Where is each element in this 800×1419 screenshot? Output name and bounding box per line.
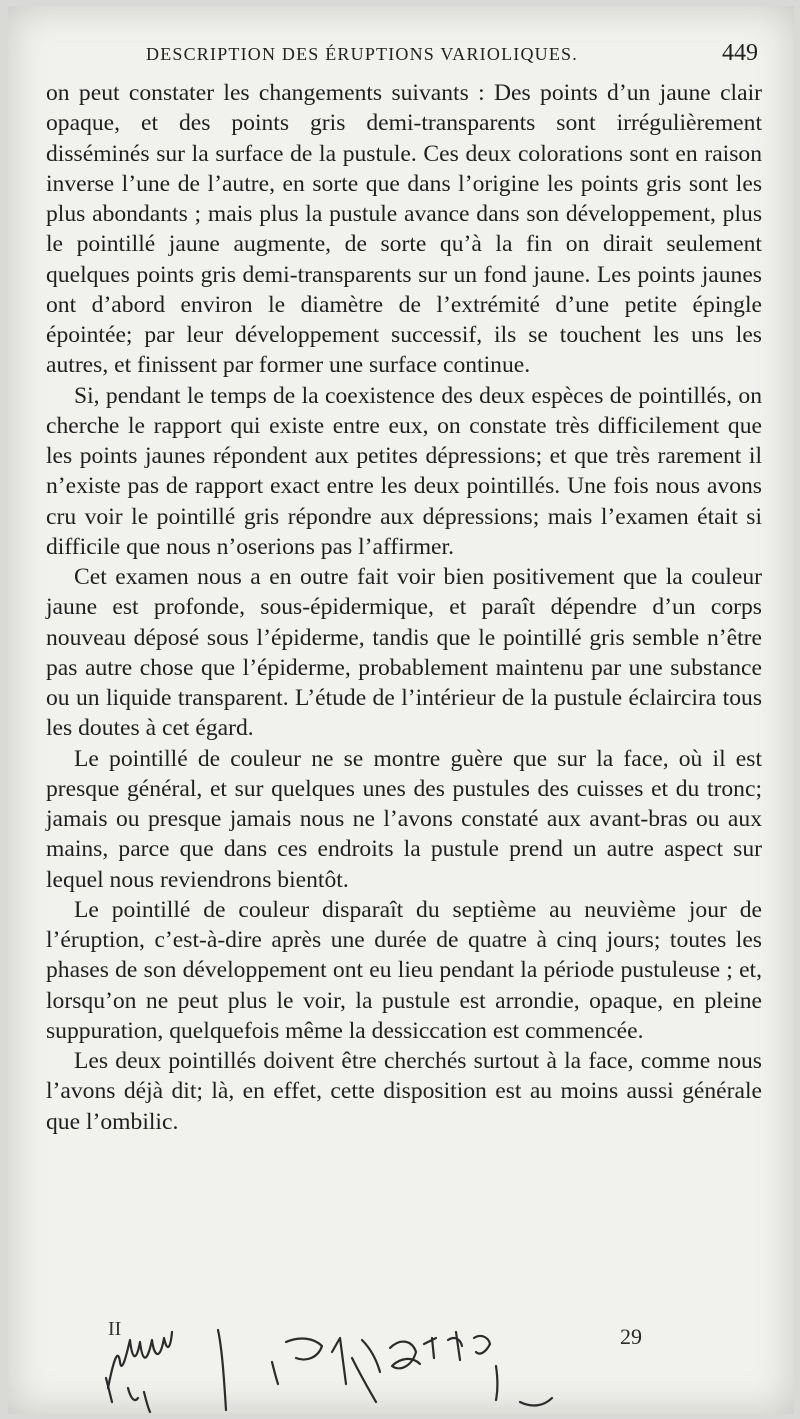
- paragraph-1: on peut constater les changements suivants : Des points d’un jaune clair opaque, et des points gris demi-transparents sont irrégulièrement disséminés sur la surface de la pustule. Ces deux colorations sont en raison inverse l’une de l’autre, en sorte que dans l’origine les points gris sont les plus abondants ; mais plus la pustule avance dans son développement, plus le pointillé jaune augmente, de sorte qu’à la fin on dirait seulement quelques points gris demi-transparents sur un fond jaune. Les points jaunes ont d’abord environ le diamètre de l’extrémité d’une petite épingle épointée; par leur développement successif, ils se touchent les uns les autres, et finissent par former une surface continue.: [46, 80, 762, 379]
- paragraph-5: Le pointillé de couleur disparaît du septième au neuvième jour de l’éruption, c’est-à-dire après une durée de quatre à cinq jours; toutes les phases de son développement ont eu lieu pendant la période pustuleuse ; et, lorsqu’on ne peut plus le voir, la pustule est arrondie, opaque, en pleine suppuration, quelquefois même la dessiccation est commencée.: [46, 896, 762, 1044]
- running-head: [146, 40, 758, 70]
- sheet-number: 29: [620, 1324, 642, 1349]
- signature-mark: II: [108, 1318, 122, 1340]
- handwritten-scribble-icon: [100, 1318, 570, 1414]
- paragraph-6: Les deux pointillés doivent être cherchés surtout à la face, comme nous l’avons déjà dit; là, en effet, cette disposition est au moins aussi générale que l’ombilic.: [46, 1048, 762, 1135]
- book-page: [8, 6, 794, 1414]
- page-number: 449: [722, 40, 758, 66]
- paragraph-3: Cet examen nous a en outre fait voir bien positivement que la couleur jaune est profonde, sous-épidermique, et paraît dépendre d’un corps nouveau déposé sous l’épiderme, tandis que le pointillé gris semble n’être pas autre chose que l’épiderme, probablement maintenu par une substance ou un liquide transparent. L’étude de l’intérieur de la pustule éclaircira tous les doutes à cet égard.: [46, 564, 762, 742]
- running-title: DESCRIPTION DES ÉRUPTIONS VARIOLIQUES.: [146, 44, 578, 64]
- paragraph-4: Le pointillé de couleur ne se montre guère que sur la face, où il est presque général, et sur quelques unes des pustules des cuisses et du tronc; jamais ou presque jamais nous ne l’avons constaté aux avant-bras ou aux mains, parce que dans ces endroits la pustule prend un autre aspect sur lequel nous reviendrons bientôt.: [46, 745, 762, 893]
- paragraph-2: Si, pendant le temps de la coexistence des deux espèces de pointillés, on cherche le rapport qui existe entre eux, on constate très difficilement que les points jaunes répondent aux petites dépressions; et que très rarement il n’existe pas de rapport exact entre les deux pointillés. Une fois nous avons cru voir le pointillé gris répondre aux dépressions; mais l’examen était si difficile que nous n’oserions pas l’affirmer.: [46, 382, 762, 560]
- page-footer: [8, 1318, 794, 1414]
- body-text: [46, 78, 762, 1137]
